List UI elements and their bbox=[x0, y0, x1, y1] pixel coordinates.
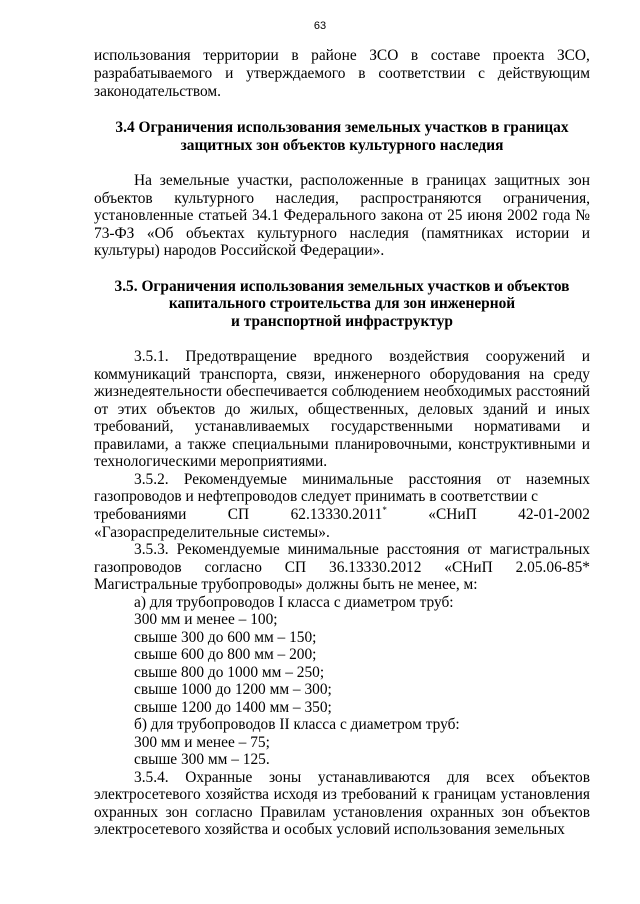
paragraph-3-5-2-word: 42-01-2002 bbox=[518, 505, 590, 523]
list-item: свыше 1000 до 1200 мм – 300; bbox=[134, 681, 332, 698]
list-item: 300 мм и менее – 75; bbox=[134, 733, 270, 751]
intro-line-2-word: утверждаемого bbox=[246, 65, 346, 82]
intro-line-1-word: составе bbox=[430, 47, 481, 64]
section-3-5-title-line-2: капитального строительства для зон инженерной bbox=[168, 295, 516, 312]
intro-line-2-word: соответствии bbox=[378, 65, 466, 82]
list-item: свыше 300 мм – 125. bbox=[134, 751, 270, 768]
paragraph-3-5-2-line-2 bbox=[94, 506, 590, 524]
paragraph-3-5-2 bbox=[94, 471, 590, 542]
paragraph-3-5-2-norms bbox=[94, 506, 590, 524]
intro-line-3: законодательством. bbox=[94, 83, 222, 100]
section-3-4-title-line-1: 3.4 Ограничения использования земельных участков в границах bbox=[115, 119, 569, 136]
section-3-4-heading bbox=[94, 119, 590, 154]
intro-line-2-word: и bbox=[225, 65, 234, 82]
paragraph-3-5-2-line-3: «Газораспределительные системы». bbox=[94, 523, 330, 541]
list-item: свыше 300 до 600 мм – 150; bbox=[134, 628, 317, 646]
list-item: свыше 800 до 1000 мм – 250; bbox=[134, 663, 325, 681]
intro-line-1-word: районе bbox=[311, 47, 357, 64]
list-item: а) для трубопроводов I класса с диаметром труб: bbox=[134, 593, 454, 611]
paragraph-3-5-2-word: 62.13330.2011* bbox=[290, 504, 387, 523]
document-body bbox=[94, 47, 590, 839]
intro-paragraph bbox=[94, 47, 590, 101]
list-item: б) для трубопроводов II класса с диаметром труб: bbox=[134, 716, 460, 733]
section-3-4-title-line-2: защитных зон объектов культурного наследия bbox=[180, 136, 504, 154]
intro-line-1-word: проекта bbox=[492, 47, 545, 64]
page-number: 63 bbox=[313, 20, 327, 32]
paragraph-3-5-2-word: СП bbox=[227, 505, 250, 523]
intro-line-2-word: в bbox=[358, 65, 366, 82]
list-item: свыше 1200 до 1400 мм – 350; bbox=[134, 698, 332, 716]
paragraph-3-5-4: 3.5.4. Охранные зоны устанавливаются для всех объектов электросетевого хозяйства исходя из требований к границам установления охранных зон согласно Правилам установления охранных зон объектов электросетевого хозяйства и особых условий использования земельных bbox=[94, 768, 590, 838]
section-3-4-paragraph: На земельные участки, расположенные в границах защитных зон объектов культурного наследия, распространяются ограничения, установленные статьей 34.1 Федерального закона от 25 июня 2002 года № 73-ФЗ «Об объектах культурного наследия (памятниках истории и культуры) народов Российской Федерации». bbox=[94, 172, 590, 259]
intro-line-1-word: ЗСО, bbox=[556, 47, 590, 64]
footnote-mark: * bbox=[382, 504, 387, 515]
pipeline-distance-list bbox=[94, 594, 590, 769]
paragraph-3-5-2-word: требованиями bbox=[94, 505, 187, 523]
intro-line-1-word: территории bbox=[203, 47, 279, 64]
intro-line-1-word: в bbox=[410, 47, 419, 64]
paragraph-3-5-2-line-1: 3.5.2. Рекомендуемые минимальные расстояния от наземных газопроводов и нефтепроводов следует принимать в соответствии с bbox=[94, 470, 590, 505]
section-3-5-title-line-1: 3.5. Ограничения использования земельных участков и объектов bbox=[114, 277, 570, 295]
section-3-5-title-line-3: и транспортной инфраструктур bbox=[231, 312, 453, 330]
intro-line-1-word: в bbox=[291, 47, 299, 64]
intro-line-2-word: с bbox=[478, 65, 485, 82]
paragraph-3-5-3: 3.5.3. Рекомендуемые минимальные расстояния от магистральных газопроводов согласно СП 36.13330.2012 «СНиП 2.05.06-85* Магистральные трубопроводы» должны быть не менее, м: bbox=[94, 541, 590, 593]
paragraph-3-5-1: 3.5.1. Предотвращение вредного воздействия сооружений и коммуникаций транспорта, связи, инженерного оборудования на среду жизнедеятельности обеспечивается соблюдением необходимых расстояний от этих объектов до жилых, общественных, деловых зданий и иных требований, устанавливаемых государственными нормативами и правилами, а также специальными планировочными, конструктивными и технологическими мероприятиями. bbox=[94, 348, 590, 470]
section-3-5-heading bbox=[94, 278, 590, 331]
intro-line-2 bbox=[94, 65, 590, 83]
list-item: свыше 600 до 800 мм – 200; bbox=[134, 646, 317, 663]
intro-line-2-word: разрабатываемого bbox=[94, 65, 213, 82]
paragraph-3-5-2-word: «СНиП bbox=[428, 505, 477, 523]
intro-line-1-word: использования bbox=[94, 47, 191, 64]
intro-line-2-word: действующим bbox=[497, 65, 590, 82]
list-item: 300 мм и менее – 100; bbox=[134, 611, 278, 628]
intro-line-1 bbox=[94, 47, 590, 65]
intro-line-1-word: ЗСО bbox=[369, 47, 399, 64]
